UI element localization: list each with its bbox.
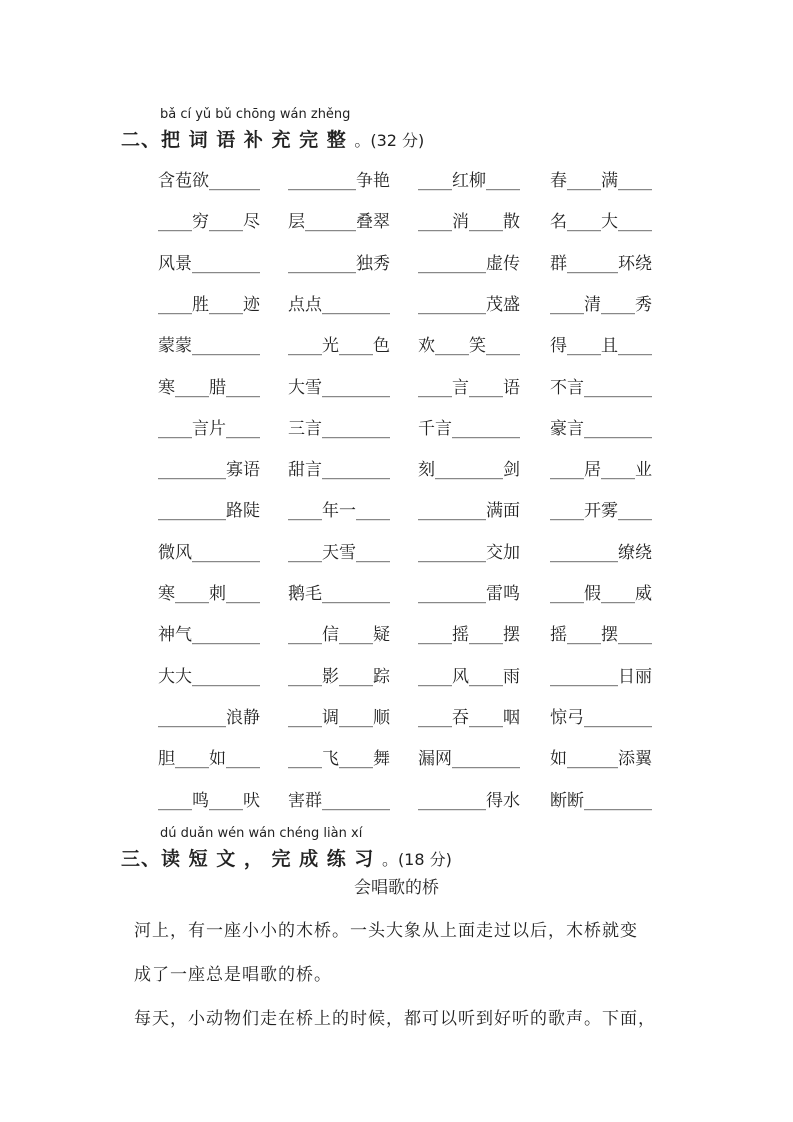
word-item: 千言________	[418, 419, 520, 439]
word-item: 鹅毛________	[288, 584, 390, 604]
word-item: ____鸣____吠	[158, 791, 260, 811]
word-item: ________虚传	[418, 254, 520, 274]
word-item: ________争艳	[288, 171, 390, 191]
word-item: 不言________	[550, 378, 652, 398]
word-item: ____影____踪	[288, 667, 390, 687]
word-item: ____假____威	[550, 584, 652, 604]
word-item: ________得水	[418, 791, 520, 811]
section3-points: 。(18 分)	[381, 850, 452, 869]
word-item: 漏网________	[418, 749, 520, 769]
word-item: ____调____顺	[288, 708, 390, 728]
section3-pinyin: dú duǎn wén wán chéng liàn xí	[160, 826, 363, 841]
word-item: 含苞欲______	[158, 171, 260, 191]
section2-points: 。(32 分)	[354, 131, 425, 150]
word-item: 寒____腊____	[158, 378, 260, 398]
word-item: 三言________	[288, 419, 390, 439]
word-item: ________寡语	[158, 460, 260, 480]
word-item: 大大________	[158, 667, 260, 687]
word-item: ____年一____	[288, 501, 390, 521]
word-item: ____风____雨	[418, 667, 520, 687]
word-item: ________雷鸣	[418, 584, 520, 604]
word-item: 春____满____	[550, 171, 652, 191]
word-item: ________缭绕	[550, 543, 652, 563]
word-item: 摇____摆____	[550, 625, 652, 645]
word-item: 胆____如____	[158, 749, 260, 769]
word-item: ____天雪____	[288, 543, 390, 563]
word-item: ________日丽	[550, 667, 652, 687]
section3-heading	[121, 844, 452, 871]
word-item: ____信____疑	[288, 625, 390, 645]
word-item: ____言片____	[158, 419, 260, 439]
word-item: 得____且____	[550, 336, 652, 356]
word-item: 群______环绕	[550, 254, 652, 274]
story-line-2: 成了一座总是唱歌的桥。	[134, 965, 332, 985]
word-item: 神气________	[158, 625, 260, 645]
word-item: 甜言________	[288, 460, 390, 480]
story-line-3: 每天，小动物们走在桥上的时候，都可以听到好听的歌声。下面，	[134, 1009, 656, 1029]
word-item: 豪言________	[550, 419, 652, 439]
word-item: ____飞____舞	[288, 749, 390, 769]
word-item: ____胜____迹	[158, 295, 260, 315]
word-item: ____穷____尽	[158, 212, 260, 232]
word-item: 断断________	[550, 791, 652, 811]
section2-heading-text: 二、把 词 语 补 充 完 整	[121, 129, 347, 151]
word-item: 蒙蒙________	[158, 336, 260, 356]
word-item: ____言____语	[418, 378, 520, 398]
section2-pinyin: bǎ cí yǔ bǔ chōng wán zhěng	[160, 107, 351, 122]
word-item: ________浪静	[158, 708, 260, 728]
word-item: 微风________	[158, 543, 260, 563]
word-item: 风景________	[158, 254, 260, 274]
section3-heading-text: 三、读 短 文 ， 完 成 练 习	[121, 848, 375, 870]
word-item: ____开雾____	[550, 501, 652, 521]
word-item: ____红柳____	[418, 171, 520, 191]
word-item: 如______添翼	[550, 749, 652, 769]
word-item: ____吞____咽	[418, 708, 520, 728]
word-item: 名____大____	[550, 212, 652, 232]
word-item: ____居____业	[550, 460, 652, 480]
word-item: 寒____刺____	[158, 584, 260, 604]
word-item: 欢____笑____	[418, 336, 520, 356]
word-item: ________交加	[418, 543, 520, 563]
story-line-1: 河上，有一座小小的木桥。一头大象从上面走过以后，木桥就变	[134, 921, 638, 941]
word-item: 害群________	[288, 791, 390, 811]
word-item: 刻________剑	[418, 460, 520, 480]
word-item: 惊弓________	[550, 708, 652, 728]
word-item: 点点________	[288, 295, 390, 315]
word-item: ________茂盛	[418, 295, 520, 315]
word-item: 层______叠翠	[288, 212, 390, 232]
word-item: ________独秀	[288, 254, 390, 274]
word-item: 大雪________	[288, 378, 390, 398]
word-item: ____摇____摆	[418, 625, 520, 645]
word-item: ________路陡	[158, 501, 260, 521]
word-item: ____光____色	[288, 336, 390, 356]
word-item: ____消____散	[418, 212, 520, 232]
word-item: ________满面	[418, 501, 520, 521]
story-title: 会唱歌的桥	[354, 878, 439, 898]
section2-heading	[121, 125, 424, 152]
word-item: ____清____秀	[550, 295, 652, 315]
